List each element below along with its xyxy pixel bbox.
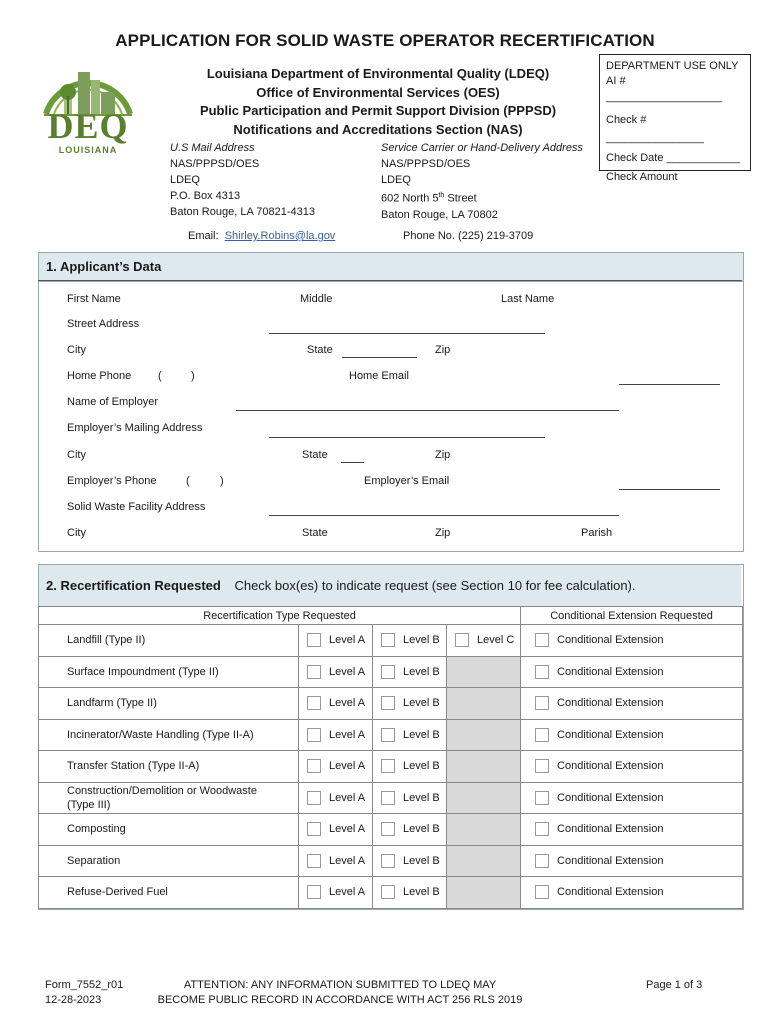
extension-checkbox[interactable] [535, 728, 549, 742]
mail-address-line: NAS/PPPSD/OES [170, 158, 260, 170]
contact-email [188, 228, 335, 244]
extension-option[interactable] [535, 854, 742, 868]
extension-label: Conditional Extension [557, 760, 664, 773]
delivery-address-heading: Service Carrier or Hand-Delivery Address [381, 142, 583, 154]
level-checkbox[interactable] [381, 665, 395, 679]
recert-type-label: Refuse-Derived Fuel [67, 886, 168, 899]
recert-type-name [39, 782, 299, 814]
level-option[interactable] [373, 696, 446, 710]
extension-option[interactable] [535, 728, 742, 742]
logo-text: DEQ [47, 106, 129, 146]
extension-option[interactable] [535, 791, 742, 805]
level-cell [373, 719, 447, 751]
level-checkbox[interactable] [381, 854, 395, 868]
level-c-unavailable [447, 877, 521, 909]
dept-ai: AI # ___________________ [606, 75, 723, 103]
extension-checkbox[interactable] [535, 822, 549, 836]
level-option[interactable] [299, 854, 372, 868]
level-option[interactable] [299, 665, 372, 679]
dept-check: Check # [606, 114, 647, 126]
department-use-box [599, 54, 751, 183]
level-cell [373, 814, 447, 846]
employer-phone-label: Employer’s Phone [67, 475, 157, 487]
footer-form-info [45, 978, 123, 1008]
extension-option[interactable] [535, 633, 742, 647]
level-label: Level B [403, 634, 440, 647]
level-checkbox[interactable] [381, 728, 395, 742]
first-name-label: First Name [67, 293, 121, 305]
level-label: Level A [329, 791, 366, 804]
extension-checkbox[interactable] [535, 696, 549, 710]
recert-type-name [39, 814, 299, 846]
extension-option[interactable] [535, 665, 742, 679]
table-row [39, 656, 743, 688]
table-row [39, 782, 743, 814]
level-cell [299, 719, 373, 751]
recert-type-label: Landfarm (Type II) [67, 697, 157, 710]
level-option[interactable] [373, 854, 446, 868]
home-phone-paren-close: ) [191, 370, 195, 382]
facility-address-field[interactable] [269, 515, 619, 516]
street-number: 602 North 5 [381, 192, 439, 205]
level-c-unavailable [447, 751, 521, 783]
level-checkbox[interactable] [307, 854, 321, 868]
level-c-unavailable [447, 814, 521, 846]
recert-type-label: Composting [67, 823, 126, 836]
level-option[interactable] [373, 665, 446, 679]
level-option[interactable] [299, 728, 372, 742]
level-checkbox[interactable] [381, 822, 395, 836]
level-label: Level B [403, 791, 440, 804]
extension-label: Conditional Extension [557, 665, 664, 678]
recert-type-label: Transfer Station (Type II-A) [67, 760, 200, 773]
extension-label: Conditional Extension [557, 886, 664, 899]
level-cell [299, 656, 373, 688]
home-email-field[interactable] [619, 384, 720, 385]
level-checkbox[interactable] [307, 791, 321, 805]
page-number: Page 1 of 3 [646, 979, 703, 991]
level-c-unavailable [447, 782, 521, 814]
middle-name-label: Middle [300, 293, 333, 305]
level-label: Level B [403, 697, 440, 710]
level-cell [299, 814, 373, 846]
facility-state-label: State [302, 527, 328, 539]
mail-address-line: LDEQ [170, 174, 200, 186]
extension-label: Conditional Extension [557, 697, 664, 710]
home-phone-paren-open: ( [158, 370, 162, 382]
level-checkbox[interactable] [455, 633, 469, 647]
employer-email-field[interactable] [619, 489, 720, 490]
form-id: Form_7552_r01 [45, 979, 124, 991]
level-cell [373, 688, 447, 720]
dept-use-heading: DEPARTMENT USE ONLY [606, 60, 739, 72]
level-checkbox[interactable] [307, 759, 321, 773]
dept-check-date: Check Date ____________ [606, 152, 740, 164]
level-option[interactable] [373, 759, 446, 773]
level-checkbox[interactable] [381, 885, 395, 899]
level-checkbox[interactable] [381, 633, 395, 647]
extension-label: Conditional Extension [557, 823, 664, 836]
col-header-extension: Conditional Extension Requested [521, 607, 743, 625]
deq-logo [38, 52, 138, 158]
employer-phone-paren-open: ( [186, 475, 190, 487]
header-line-4: Notifications and Accreditations Section (NAS) [233, 122, 523, 137]
delivery-address-line: Baton Rouge, LA 70802 [381, 208, 498, 221]
section-1-rule [38, 280, 742, 281]
level-cell [373, 845, 447, 877]
level-checkbox[interactable] [307, 665, 321, 679]
dept-check-line: ________________ [606, 132, 704, 144]
level-cell [299, 625, 373, 657]
extension-cell [521, 751, 743, 783]
employer-mailing-label: Employer’s Mailing Address [67, 422, 203, 434]
delivery-address-line: NAS/PPPSD/OES [381, 158, 471, 170]
contact-phone: Phone No. (225) 219-3709 [403, 230, 534, 242]
facility-parish-label: Parish [581, 527, 613, 539]
section-2-header [39, 565, 741, 607]
level-cell [447, 625, 521, 657]
level-label: Level A [329, 665, 366, 678]
level-option[interactable] [299, 633, 372, 647]
level-option[interactable] [373, 633, 446, 647]
extension-checkbox[interactable] [535, 665, 549, 679]
mail-address-line: P.O. Box 4313 [170, 190, 241, 202]
extension-checkbox[interactable] [535, 854, 549, 868]
level-option[interactable] [373, 822, 446, 836]
level-label: Level A [329, 697, 366, 710]
extension-label: Conditional Extension [557, 791, 664, 804]
email-link[interactable]: Shirley.Robins@la.gov [224, 230, 336, 242]
extension-cell [521, 688, 743, 720]
street-suffix: th [438, 192, 445, 199]
level-label: Level A [329, 823, 366, 836]
page-title: APPLICATION FOR SOLID WASTE OPERATOR RECERTIFICATION [115, 31, 655, 50]
level-checkbox[interactable] [307, 696, 321, 710]
level-c-unavailable [447, 656, 521, 688]
recertification-table [38, 606, 743, 909]
recert-type-label: Landfill (Type II) [67, 634, 146, 647]
level-label: Level B [403, 823, 440, 836]
table-row [39, 688, 743, 720]
level-option[interactable] [299, 696, 372, 710]
recert-type-name [39, 625, 299, 657]
level-option[interactable] [373, 728, 446, 742]
state-field[interactable] [342, 357, 417, 358]
section-1-title: 1. Applicant’s Data [39, 253, 743, 282]
employer-name-label: Name of Employer [67, 396, 159, 408]
level-option[interactable] [299, 885, 372, 899]
extension-cell [521, 656, 743, 688]
table-row [39, 719, 743, 751]
level-label: Level B [403, 728, 440, 741]
extension-option[interactable] [535, 696, 742, 710]
level-cell [299, 688, 373, 720]
email-label: Email: [188, 230, 219, 242]
level-checkbox[interactable] [307, 728, 321, 742]
header-line-2: Office of Environmental Services (OES) [256, 85, 500, 100]
mail-address-heading: U.S Mail Address [170, 142, 255, 154]
table-row [39, 625, 743, 657]
employer-mailing-field[interactable] [269, 437, 545, 438]
home-email-label: Home Email [349, 370, 409, 382]
attention-line-2: BECOME PUBLIC RECORD IN ACCORDANCE WITH ACT 256 RLS 2019 [157, 994, 523, 1006]
extension-label: Conditional Extension [557, 728, 664, 741]
extension-checkbox[interactable] [535, 633, 549, 647]
level-cell [373, 656, 447, 688]
level-checkbox[interactable] [381, 791, 395, 805]
level-cell [373, 877, 447, 909]
mail-address-line: Baton Rouge, LA 70821-4313 [170, 206, 315, 218]
level-cell [373, 625, 447, 657]
level-checkbox[interactable] [307, 885, 321, 899]
level-option[interactable] [373, 791, 446, 805]
col-header-type: Recertification Type Requested [39, 607, 521, 625]
level-label: Level C [477, 634, 515, 647]
city-label: City [67, 344, 86, 356]
level-label: Level A [329, 760, 366, 773]
facility-city-label: City [67, 527, 86, 539]
street-address-field[interactable] [269, 333, 545, 334]
level-label: Level B [403, 760, 440, 773]
employer-state-field[interactable] [341, 462, 364, 463]
level-checkbox[interactable] [307, 633, 321, 647]
recert-type-name [39, 656, 299, 688]
level-option[interactable] [299, 759, 372, 773]
level-option[interactable] [447, 633, 520, 647]
recert-type-name [39, 877, 299, 909]
table-row [39, 877, 743, 909]
table-row [39, 814, 743, 846]
level-cell [299, 782, 373, 814]
level-option[interactable] [373, 885, 446, 899]
facility-zip-label: Zip [435, 527, 451, 539]
home-phone-label: Home Phone [67, 370, 132, 382]
employer-email-label: Employer’s Email [364, 475, 450, 487]
street-name: Street [444, 192, 477, 205]
extension-label: Conditional Extension [557, 854, 664, 867]
header-line-3: Public Participation and Permit Support Division (PPPSD) [199, 103, 557, 118]
recert-type-label: Surface Impoundment (Type II) [67, 665, 219, 678]
level-checkbox[interactable] [381, 759, 395, 773]
employer-city-label: City [67, 449, 86, 461]
extension-checkbox[interactable] [535, 791, 549, 805]
attention-line-1: ATTENTION: ANY INFORMATION SUBMITTED TO LDEQ MAY [183, 979, 497, 991]
extension-cell [521, 719, 743, 751]
level-cell [373, 751, 447, 783]
extension-option[interactable] [535, 759, 742, 773]
zip-label: Zip [435, 344, 451, 356]
extension-cell [521, 625, 743, 657]
level-cell [299, 877, 373, 909]
level-c-unavailable [447, 688, 521, 720]
recert-type-name [39, 719, 299, 751]
employer-name-field[interactable] [236, 410, 619, 411]
recert-type-label: Construction/Demolition or Woodwaste [67, 784, 257, 797]
recert-type-name [39, 845, 299, 877]
extension-label: Conditional Extension [557, 634, 664, 647]
last-name-label: Last Name [501, 293, 555, 305]
level-label: Level A [329, 854, 366, 867]
level-label: Level A [329, 634, 366, 647]
extension-cell [521, 814, 743, 846]
level-label: Level A [329, 728, 366, 741]
recert-type-label: Incinerator/Waste Handling (Type II-A) [67, 728, 254, 741]
street-address-label: Street Address [67, 318, 140, 330]
level-cell [373, 782, 447, 814]
level-label: Level B [403, 854, 440, 867]
delivery-address-line: LDEQ [381, 174, 411, 186]
level-c-unavailable [447, 845, 521, 877]
extension-checkbox[interactable] [535, 885, 549, 899]
recert-type-name [39, 688, 299, 720]
recert-type-name [39, 751, 299, 783]
level-cell [299, 845, 373, 877]
extension-cell [521, 782, 743, 814]
delivery-address [381, 140, 583, 223]
level-cell [299, 751, 373, 783]
level-c-unavailable [447, 719, 521, 751]
extension-cell [521, 877, 743, 909]
recert-type-label-2: (Type III) [67, 798, 111, 811]
mail-address [170, 140, 315, 220]
level-checkbox[interactable] [381, 696, 395, 710]
employer-state-label: State [302, 449, 328, 461]
header-line-1: Louisiana Department of Environmental Quality (LDEQ) [206, 66, 550, 81]
form-date: 12-28-2023 [45, 994, 102, 1006]
level-label: Level A [329, 886, 366, 899]
level-label: Level B [403, 665, 440, 678]
extension-cell [521, 845, 743, 877]
extension-option[interactable] [535, 822, 742, 836]
logo-subtext: LOUISIANA [58, 145, 118, 155]
table-row [39, 845, 743, 877]
level-option[interactable] [299, 822, 372, 836]
state-label: State [307, 344, 333, 356]
employer-zip-label: Zip [435, 449, 451, 461]
level-checkbox[interactable] [307, 822, 321, 836]
section-2-instruction: Check box(es) to indicate request (see Section 10 for fee calculation). [234, 578, 636, 593]
employer-phone-paren-close: ) [220, 475, 224, 487]
table-row [39, 751, 743, 783]
level-label: Level B [403, 886, 440, 899]
dept-check-amount: Check Amount [606, 171, 678, 183]
facility-address-label: Solid Waste Facility Address [67, 501, 206, 513]
delivery-address-street [381, 188, 583, 207]
extension-option[interactable] [535, 885, 742, 899]
level-option[interactable] [299, 791, 372, 805]
footer-attention [140, 978, 540, 1008]
extension-checkbox[interactable] [535, 759, 549, 773]
recert-type-label: Separation [67, 854, 121, 867]
section-2-title: 2. Recertification Requested [46, 578, 221, 593]
